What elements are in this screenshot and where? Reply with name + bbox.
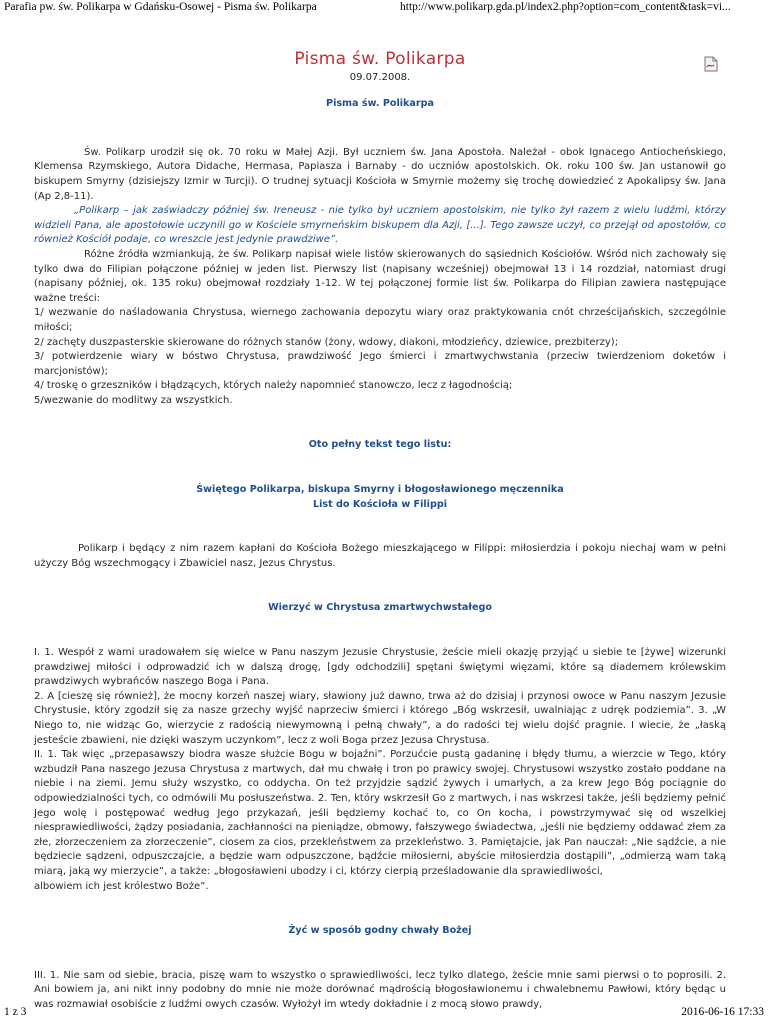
print-header: [0, 0, 768, 20]
chapter-paragraph: II. 1. Tak więc „przepasawszy biodra wasze służcie Bogu w bojaźni”. Porzućcie pustą gadaninę i błędy tłumu, a wierzcie w Tego, który wzbudził Pana naszego Jezusa Chrystusa z martwych, dał mu chwałę i tron po prawicy swojej. Chrystusowi wszystko zostało poddane na niebie i na ziemi. Jemu służy wszystko, co oddycha. On też przyjdzie sądzić żywych i umarłych, a za krew Jego Bóg pociągnie do odpowiedzialności tych, co odmówili Mu posłuszeństwa. 2. Ten, który wskrzesił Go z martwych, i nas wskrzesi także, jeśli będziemy pełnić Jego wolę i postępować według Jego przykazań, jeśli będziemy kochać to, co On kocha, i powstrzymywać się od wszelkiej niesprawiedliwości, żądzy posiadania, zachłanności na pieniądze, obmowy, fałszywego świadectwa, „jeśli nie będziemy oddawać złem za złe, złorzeczeniem za złorzeczenie”, ciosem za cios, przekleństwem za przekleństwo. 3. Pamiętajcie, jak Pan nauczał: „Nie sądźcie, a nie będziecie sądzeni, odpuszczajcie, a będzie wam odpuszczone, bądźcie miłosierni, abyście miłosierdzia dostąpili”, „odmierzą wam taką miarą, jaką wy mierzycie”, a także: „błogosławieni ubodzy i ci, którzy cierpią prześladowanie dla sprawiedliwości,: [34, 749, 726, 877]
intro-paragraph: Św. Polikarp urodził się ok. 70 roku w Małej Azji. Był uczniem św. Jana Apostoła. Należał - obok Ignacego Antiocheńskiego, Klemensa Rzymskiego, Autora Didache, Hermasa, Papiasza i Barnaby - do uczniów apostolskich. Ok. roku 100 św. Jan ustanowił go biskupem Smyrny (dzisiejszy Izmir w Turcji). O trudnej sytuacji Kościoła w Smyrnie możemy się trochę dowiedzieć z Apokalipsy św. Jana (Ap 2,8-11).: [34, 146, 726, 202]
page-number: 1 z 3: [4, 1006, 27, 1018]
section-heading: Wierzyć w Chrystusa zmartwychwstałego: [268, 602, 492, 614]
list-item: 3/ potwierdzenie wiary w bóstwo Chrystusa, prawdziwość Jego śmierci i zmartwychwstania (przeciw twierdzeniom doketów i marcjonistów);: [34, 351, 726, 377]
print-header-title: Parafia pw. św. Polikarpa w Gdańsku-Osowej - Pisma św. Polikarpa: [4, 1, 317, 13]
sources-paragraph: Różne źródła wzmiankują, że św. Polikarp napisał wiele listów skierowanych do sąsiednich Kościołów. Wśród nich zachowały się tylko dwa do Filipian połączone później w jeden list. Pierwszy list (napisany wcześniej) obejmował 13 i 14 rozdział, natomiast drugi (napisany później, ok. 135 roku) obejmował rozdziały 1-12. W tej połączonej formie list św. Polikarpa do Filipian zawiera następujące ważne treści:: [34, 248, 726, 304]
list-item: 4/ troskę o grzeszników i błądzących, których należy napomnieć stanowczo, lecz z łagodnością;: [34, 380, 513, 392]
print-footer: [0, 1004, 768, 1024]
list-item: 5/wezwanie do modlitwy za wszystkich.: [34, 394, 233, 406]
letter-title: Świętego Polikarpa, biskupa Smyrny i błogosławionego męczennika: [196, 484, 564, 496]
page-title: Pisma św. Polikarpa: [294, 49, 466, 69]
letter-subtitle: List do Kościoła w Filippi: [313, 498, 447, 510]
chapter-paragraph: I. 1. Wespół z wami uradowałem się wielce w Panu naszym Jezusie Chrystusie, żeście mieli okazję przyjąć u siebie te [żywe] wizerunki prawdziwej miłości i odprowadzić ich w dalszą drogę, [gdy odchodzili] spętani świętymi więzami, które są diademem królewskim prawdziwych wybrańców naszego Boga i Pana.: [34, 647, 726, 688]
chapter-paragraph: 2. A [cieszę się również], że mocny korzeń naszej wiary, sławiony już dawno, trwa aż do dzisiaj i przynosi owoce w Panu naszym Jezusie Chrystusie, który zgodził się za nasze grzechy wyjść naprzeciw śmierci i którego „Bóg wskrzesił, uwalniając z udręk podziemia”. 3. „W Niego to, nie widząc Go, wierzycie z radością niewymowną i pełną chwały”, a do radości tej wielu dojść pragnie. I wiecie, że „łaską jesteście zbawieni, nie dzięki waszym uczynkom”, lecz z woli Boga przez Jezusa Chrystusa.: [34, 690, 726, 746]
article: [34, 44, 726, 1013]
print-timestamp: 2016-06-16 17:33: [681, 1006, 764, 1018]
article-date: 09.07.2008.: [349, 71, 411, 83]
print-header-url: http://www.polikarp.gda.pl/index2.php?option=com_content&task=vi...: [400, 1, 731, 13]
list-item: 2/ zachęty duszpasterskie skierowane do różnych stanów (żony, wdowy, diakoni, młodzieńcy, dziewice, prezbiterzy);: [34, 336, 619, 348]
list-item: 1/ wezwanie do naśladowania Chrystusa, wiernego zachowania depozytu wiary oraz praktykowania cnót chrześcijańskich, szczególnie miłości;: [34, 307, 726, 333]
irenaeus-quote: „Polikarp – jak zaświadczy później św. Ireneusz - nie tylko był uczniem apostolskim, nie tylko żył razem z wielu ludźmi, którzy widzieli Pana, ale apostołowie uczynili go w Kościele smyrneńskim biskupem dla Azji, [...]. Tego zawsze uczył, co przejął od apostołów, co również Kościół podaje, co wreszcie jest jedynie prawdziwe”.: [34, 205, 726, 246]
chapter-paragraph: albowiem ich jest królestwo Boże”.: [34, 880, 209, 892]
full-text-heading: Oto pełny tekst tego listu:: [308, 439, 452, 451]
pdf-icon[interactable]: [704, 56, 718, 72]
article-subtitle: Pisma św. Polikarpa: [326, 98, 434, 110]
chapter-paragraph: III. 1. Nie sam od siebie, bracia, piszę wam to wszystko o sprawiedliwości, lecz tylko dlatego, żeście mnie sami pierwsi o to poprosili. 2. Ani bowiem ja, ani nikt inny podobny do mnie nie może dorównać mądrością błogosławionemu i chwalebnemu Pawłowi, który będąc u was rozmawiał osobiście z ludźmi owych czasów. Wyłożył im wtedy dokładnie i z mocą słowo prawdy,: [34, 969, 726, 1010]
greeting-paragraph: Polikarp i będący z nim razem kapłani do Kościoła Bożego mieszkającego w Filippi: miłosierdzia i pokoju niechaj wam w pełni użyczy Bóg wszechmogący i Zbawiciel nasz, Jezus Chrystus.: [34, 543, 726, 569]
section-heading: Żyć w sposób godny chwały Bożej: [288, 925, 472, 937]
